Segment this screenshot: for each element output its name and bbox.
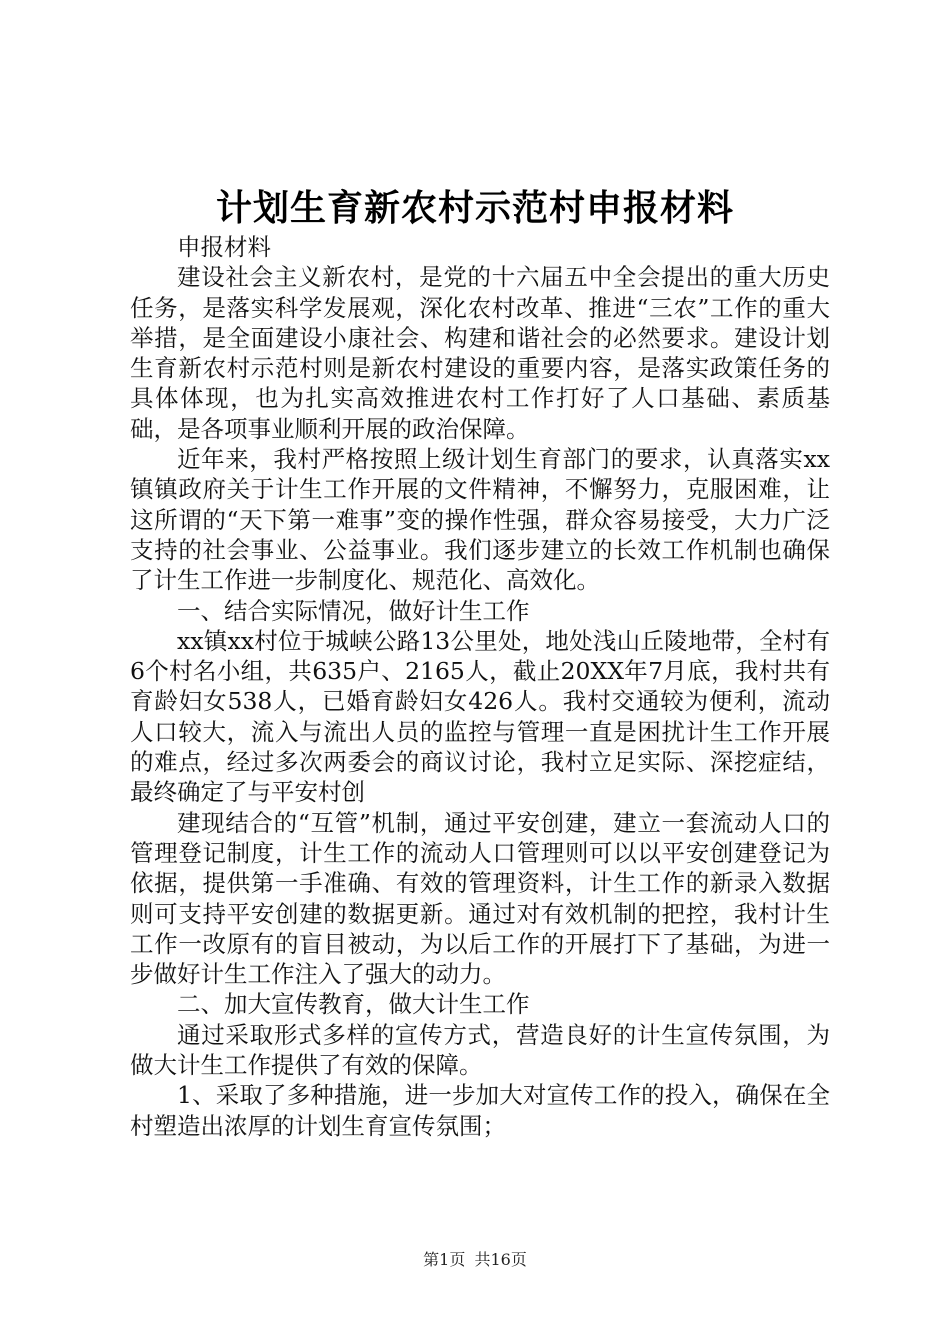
total-pages: 共16页 xyxy=(474,1250,527,1269)
page-footer xyxy=(0,1250,950,1270)
document-body xyxy=(130,232,830,1141)
paragraph-publicity: 通过采取形式多样的宣传方式，营造良好的计生宣传氛围，为做大计生工作提供了有效的保障。 xyxy=(130,1020,830,1080)
paragraph-mutual-management: 建现结合的“互管”机制，通过平安创建，建立一套流动人口的管理登记制度，计生工作的流动人口管理则可以以平安创建登记为依据，提供第一手准确、有效的管理资料，计生工作的新录入数据则可支持平安创建的数据更新。通过对有效机制的把控，我村计生工作一改原有的盲目被动，为以后工作的开展打下了基础，为进一步做好计生工作注入了强大的动力。 xyxy=(130,808,830,989)
section-heading-1: 一、结合实际情况，做好计生工作 xyxy=(177,596,530,625)
section-heading-2: 二、加大宣传教育，做大计生工作 xyxy=(177,990,530,1019)
page-number: 第1页 xyxy=(423,1250,466,1269)
paragraph-intro: 建设社会主义新农村，是党的十六届五中全会提出的重大历史任务，是落实科学发展观，深化农村改革、推进“三农”工作的重大举措，是全面建设小康社会、构建和谐社会的必然要求。建设计划生育新农村示范村则是新农村建设的重要内容，是落实政策任务的具体体现，也为扎实高效推进农村工作打好了人口基础、素质基础，是各项事业顺利开展的政治保障。 xyxy=(130,263,830,443)
paragraph-village-info: xx镇xx村位于城峡公路13公里处，地处浅山丘陵地带，全村有6个村名小组，共635户、2165人，截止20XX年7月底，我村共有育龄妇女538人，已婚育龄妇女426人。我村交通较为便利，流动人口较大，流入与流出人员的监控与管理一直是困扰计生工作开展的难点，经过多次两委会的商议讨论，我村立足实际、深挖症结，最终确定了与平安村创 xyxy=(130,626,830,807)
paragraph-measures: 1、采取了多种措施，进一步加大对宣传工作的投入，确保在全村塑造出浓厚的计划生育宣传氛围； xyxy=(130,1081,830,1140)
paragraph-recent-years: 近年来，我村严格按照上级计划生育部门的要求，认真落实xx镇镇政府关于计生工作开展的文件精神，不懈努力，克服困难，让这所谓的“天下第一难事”变的操作性强，群众容易接受，大力广泛支持的社会事业、公益事业。我们逐步建立的长效工作机制也确保了计生工作进一步制度化、规范化、高效化。 xyxy=(130,445,830,595)
paragraph-heading-label: 申报材料 xyxy=(177,233,271,261)
document-title: 计划生育新农村示范村申报材料 xyxy=(215,187,734,229)
